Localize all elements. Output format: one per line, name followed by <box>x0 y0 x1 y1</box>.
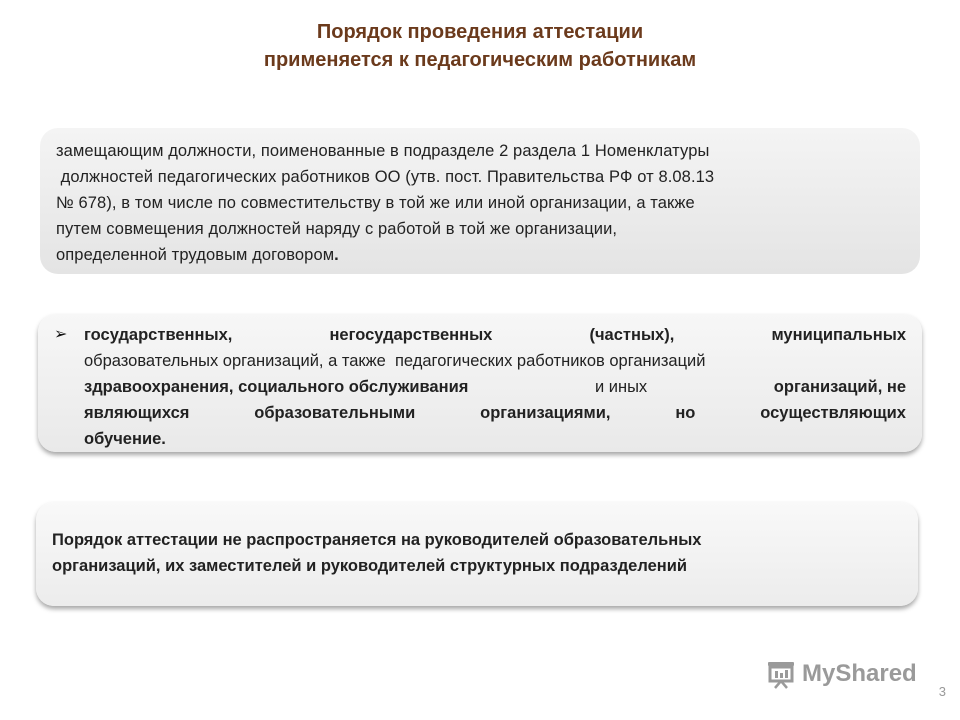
box-positions <box>40 128 920 274</box>
word: (частных), <box>589 326 675 344</box>
word: негосударственных <box>329 326 493 344</box>
word: образовательными <box>254 404 416 422</box>
box-organizations-line-5-text: обучение. <box>84 430 166 448</box>
logo-text: MyShared <box>802 660 917 687</box>
box-organizations-line-3-part-1: здравоохранения, социального обслуживания <box>84 378 469 396</box>
presentation-board-icon <box>766 659 796 689</box>
box-positions-line-2: должностей педагогических работников ОО (утв. пост. Правительства РФ от 8.08.13 <box>56 168 715 186</box>
word: осуществляющих <box>760 404 906 422</box>
arrow-bullet-icon: ➢ <box>54 326 68 343</box>
box-positions-line-5 <box>56 242 896 268</box>
page-number: 3 <box>938 684 946 699</box>
box-organizations-line-3-part-2: и иных <box>594 378 648 396</box>
word: организациями, <box>480 404 611 422</box>
title-line-2: применяется к педагогическим работникам <box>263 49 697 71</box>
box-exclusions-text <box>52 527 904 579</box>
word: муниципальных <box>771 326 906 344</box>
box-exclusions-line-1: Порядок аттестации не распространяется на руководителей образовательных <box>52 531 702 549</box>
word: но <box>675 404 696 422</box>
box-organizations-line-5 <box>84 426 906 452</box>
box-organizations-text <box>84 322 906 452</box>
box-organizations-line-2-text: образовательных организаций, а также педагогических работников организаций <box>84 352 706 370</box>
box-organizations-line-2 <box>84 348 906 374</box>
box-positions-end-period: . <box>334 246 339 264</box>
page-title <box>0 18 960 74</box>
box-positions-line-1: замещающим должности, поименованные в подразделе 2 раздела 1 Номенклатуры <box>56 142 710 160</box>
box-organizations-line-3-part-3: организаций, не <box>773 378 906 396</box>
box-positions-line-3: № 678), в том числе по совместительству в той же или иной организации, а также <box>56 194 695 212</box>
box-organizations <box>38 314 922 452</box>
box-exclusions-line-2: организаций, их заместителей и руководителей структурных подразделений <box>52 557 688 575</box>
box-exclusions <box>36 502 918 606</box>
word: государственных, <box>84 326 233 344</box>
word: являющихся <box>84 404 190 422</box>
box-positions-line-4: путем совмещения должностей наряду с работой в той же организации, <box>56 220 618 238</box>
title-line-1: Порядок проведения аттестации <box>316 21 644 43</box>
box-organizations-line-1 <box>84 322 906 348</box>
box-positions-text <box>56 138 896 268</box>
box-organizations-line-4 <box>84 400 906 426</box>
myshared-logo <box>766 656 917 692</box>
box-positions-line-5-text: определенной трудовым договором <box>56 246 335 264</box>
box-organizations-line-3 <box>84 374 906 400</box>
